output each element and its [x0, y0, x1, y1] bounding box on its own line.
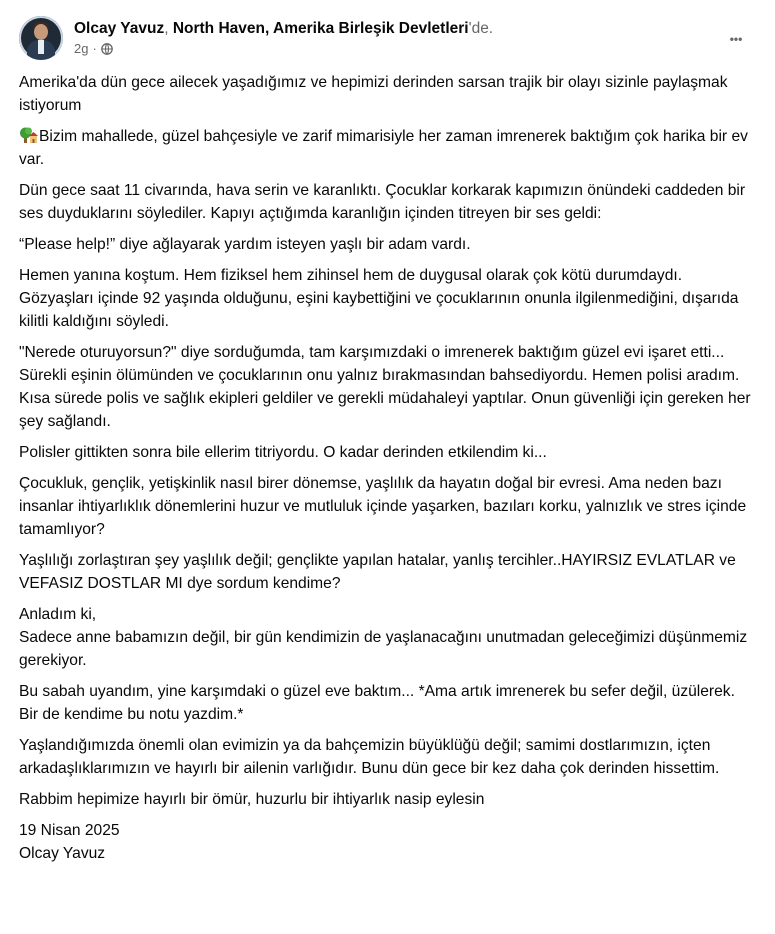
globe-icon[interactable] — [101, 43, 113, 55]
paragraph-2 — [19, 125, 759, 171]
paragraph-4: “Please help!” diye ağlayarak yardım isteyen yaşlı bir adam vardı. — [19, 236, 471, 253]
paragraph-7: Polisler gittikten sonra bile ellerim titriyordu. O kadar derinden etkilendim ki... — [19, 444, 547, 461]
paragraph-12: Yaşlandığımızda önemli olan evimizin ya da bahçemizin büyüklüğü değil; samimi dostlarımızın, içten arkadaşlıklarımızın ve hayırlı bir ailenin varlığıdır. Bunu dün gece bir kez daha çok derinden hissettim. — [19, 737, 720, 777]
paragraph-11: Bu sabah uyandım, yine karşımdaki o güzel eve baktım... *Ama artık imrenerek bu sefer değil, üzülerek. Bir de kendime bu notu yazdim.* — [19, 683, 735, 723]
time-dot: · — [92, 41, 97, 56]
location-suffix: 'de. — [468, 20, 494, 37]
paragraph-6: "Nerede oturuyorsun?" diye sorduğumda, tam karşımızdaki o imrenerek baktığım güzel evi işaret etti... Sürekli eşinin ölümünden ve çocuklarının onu yalnız bırakmasından bahsediyordu. Hemen polisi aradım. Kısa sürede polis ve sağlık ekipleri geldiler ve gerekli müdahaleyi yaptılar. Onun güvenliği için gereken her şey sağlandı. — [19, 344, 751, 430]
paragraph-10: Anladım ki, Sadece anne babamızın değil, bir gün kendimizin de yaşlanacağını unutmadan geleceğimizi düşünmemiz gerekiyor. — [19, 606, 748, 669]
post-body — [19, 71, 759, 873]
signature: 19 Nisan 2025 Olcay Yavuz — [19, 822, 120, 862]
title-line — [74, 19, 493, 39]
paragraph-5: Hemen yanına koştum. Hem fiziksel hem zihinsel hem de duygusal olarak çok kötü durumdaydı. Gözyaşları içinde 92 yaşında olduğunu, eşini kaybettiğini ve çocuklarının onunla ilgilenmediğini, dışarıda kilitli kaldığını söyledi. — [19, 267, 739, 330]
post-subline — [74, 41, 493, 57]
more-options-label: ••• — [729, 32, 743, 46]
tree-house-emoji — [19, 127, 38, 143]
post-time[interactable]: 2g — [74, 41, 89, 56]
avatar[interactable] — [19, 16, 63, 60]
paragraph-2-text: Bizim mahallede, güzel bahçesiyle ve zarif mimarisiyle her zaman imrenerek baktığım çok harika bir ev var. — [19, 128, 748, 168]
paragraph-1: Amerika'da dün gece ailecek yaşadığımız ve hepimizi derinden sarsan trajik bir olayı sizinle paylaşmak istiyorum — [19, 74, 728, 114]
paragraph-13: Rabbim hepimize hayırlı bir ömür, huzurlu bir ihtiyarlık nasip eylesin — [19, 791, 485, 808]
more-options-icon[interactable] — [721, 24, 751, 54]
location-link[interactable]: North Haven, Amerika Birleşik Devletleri — [172, 20, 469, 37]
title-separator: , — [164, 20, 173, 37]
post-meta — [74, 19, 493, 57]
author-name[interactable]: Olcay Yavuz — [74, 20, 165, 37]
paragraph-9: Yaşlılığı zorlaştıran şey yaşlılık değil; gençlikte yapılan hatalar, yanlış tercihler..HAYIRSIZ EVLATLAR ve VEFASIZ DOSTLAR MI dye sordum kendime? — [19, 552, 736, 592]
paragraph-3: Dün gece saat 11 civarında, hava serin ve karanlıktı. Çocuklar korkarak kapımızın önündeki caddeden bir ses duyduklarını söylediler. Kapıyı açtığımda karanlığın içinden titreyen bir ses geldi: — [19, 182, 746, 222]
post-header — [19, 16, 761, 62]
paragraph-8: Çocukluk, gençlik, yetişkinlik nasıl birer dönemse, yaşlılık da hayatın doğal bir evresi. Ama neden bazı insanlar ihtiyarlıklık dönemlerini huzur ve mutluluk içinde yaşarken, bazıları korku, yalnızlık ve stres içinde tamamlıyor? — [19, 475, 747, 538]
